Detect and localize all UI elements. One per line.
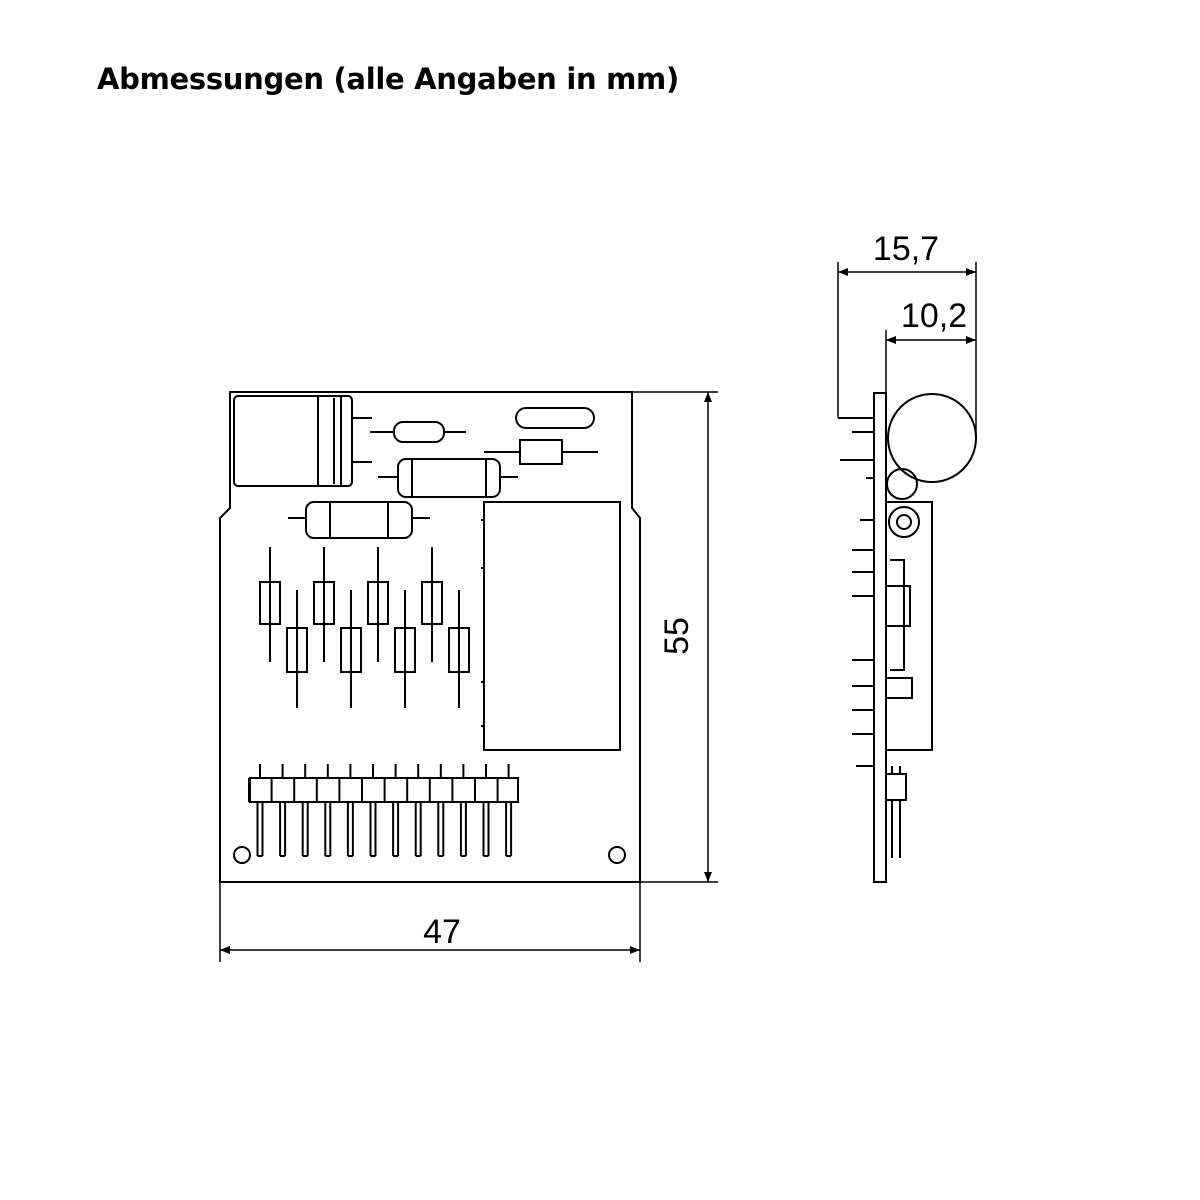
depth-total-label: 15,7: [872, 230, 940, 268]
height-label: 55: [658, 617, 696, 655]
resistor-3: [288, 502, 430, 538]
dimension-depth-component: [886, 330, 976, 393]
board-outline: [220, 392, 640, 882]
diode: [484, 440, 598, 464]
front-view: [220, 392, 640, 882]
mounting-hole-right: [609, 847, 625, 863]
oval-component: [516, 408, 594, 428]
depth-component-label: 10,2: [900, 297, 968, 335]
capacitor: [234, 396, 372, 486]
pin-header: [249, 764, 518, 856]
pcb-edge: [874, 393, 886, 882]
resistor-2: [378, 459, 518, 497]
mounting-hole-left: [234, 847, 250, 863]
side-lead-stubs: [840, 432, 874, 766]
width-label: 47: [423, 913, 461, 951]
side-view: [838, 393, 976, 882]
page-title: Abmessungen (alle Angaben in mm): [97, 62, 679, 96]
resistor-1: [370, 422, 466, 442]
dimension-depth-total: [838, 262, 976, 438]
relay: [481, 502, 620, 750]
